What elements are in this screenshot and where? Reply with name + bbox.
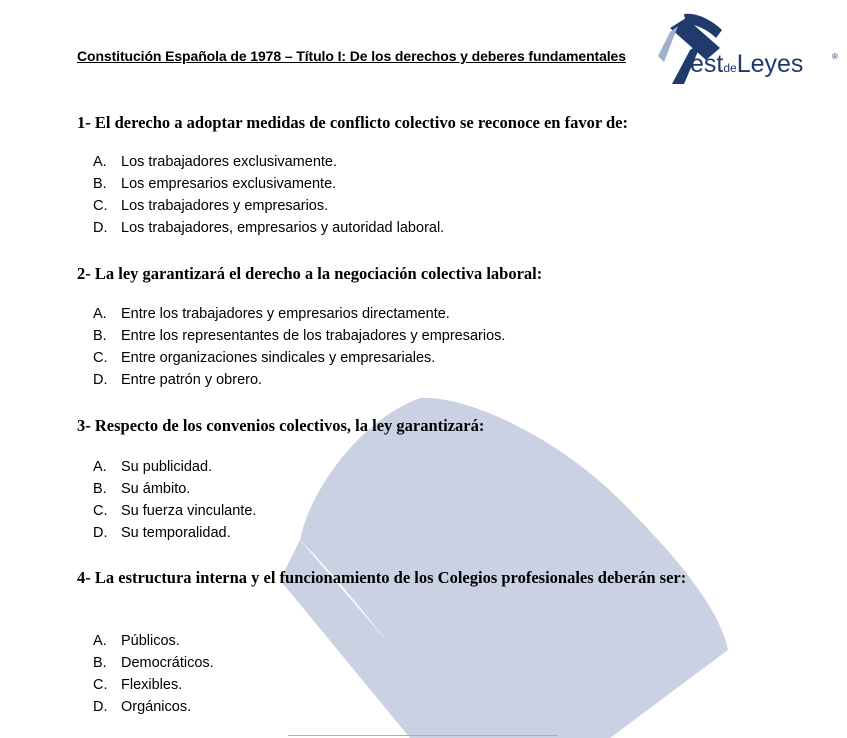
logo-text-de: de	[723, 61, 737, 75]
option-4c: C. Flexibles.	[93, 677, 183, 693]
option-4d: D. Orgánicos.	[93, 699, 192, 715]
question-1-options	[93, 151, 444, 239]
registered-mark: ®	[832, 52, 838, 61]
logo-text	[690, 50, 803, 79]
option-3c: C. Su fuerza vinculante.	[93, 503, 257, 519]
question-3-options	[93, 456, 256, 544]
question-1: 1- El derecho a adoptar medidas de conflicto colectivo se reconoce en favor de:	[77, 113, 628, 132]
option-4a: A. Públicos.	[93, 633, 180, 649]
option-2c: C. Entre organizaciones sindicales y empresariales.	[93, 350, 436, 366]
question-2-options	[93, 303, 505, 391]
option-1d: D. Los trabajadores, empresarios y autoridad laboral.	[93, 220, 445, 236]
option-3d: D. Su temporalidad.	[93, 525, 231, 541]
question-2: 2- La ley garantizará el derecho a la negociación colectiva laboral:	[77, 264, 543, 283]
option-1b: B. Los empresarios exclusivamente.	[93, 176, 337, 192]
question-4-options	[93, 630, 214, 718]
option-3a: A. Su publicidad.	[93, 459, 213, 475]
option-3b: B. Su ámbito.	[93, 481, 191, 497]
option-2a: A. Entre los trabajadores y empresarios directamente.	[93, 306, 450, 322]
page-bottom-divider	[288, 735, 558, 736]
option-1c: C. Los trabajadores y empresarios.	[93, 198, 329, 214]
logo-text-leyes: Leyes	[736, 50, 804, 78]
question-3: 3- Respecto de los convenios colectivos, la ley garantizará:	[77, 416, 485, 435]
option-2d: D. Entre patrón y obrero.	[93, 372, 263, 388]
logo-text-est: est	[690, 50, 724, 78]
question-4: 4- La estructura interna y el funcionamiento de los Colegios profesionales deberán ser:	[77, 568, 687, 587]
document-title: Constitución Española de 1978 – Título I: De los derechos y deberes fundamentales	[77, 48, 626, 64]
option-2b: B. Entre los representantes de los trabajadores y empresarios.	[93, 328, 506, 344]
option-4b: B. Democráticos.	[93, 655, 214, 671]
option-1a: A. Los trabajadores exclusivamente.	[93, 154, 338, 170]
